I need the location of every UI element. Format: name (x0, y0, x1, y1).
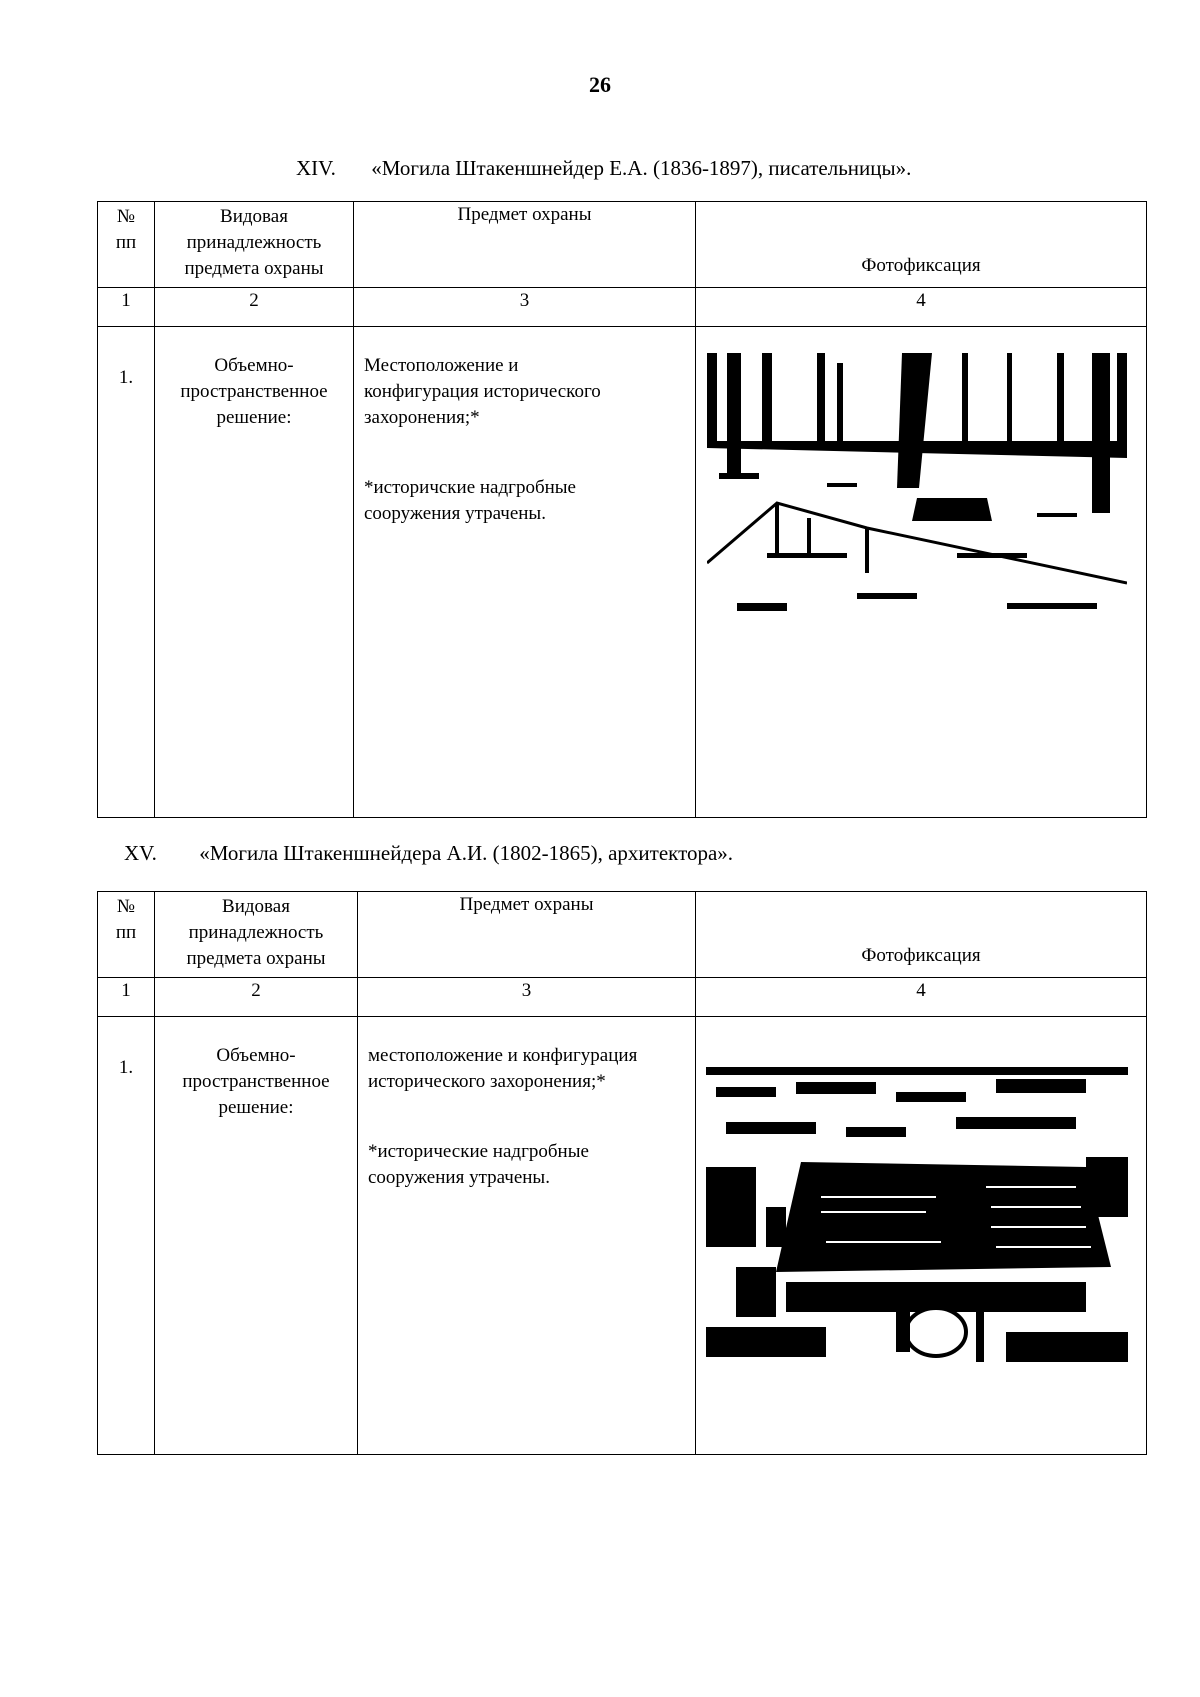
protection-table-xiv (97, 201, 1147, 818)
row-subject-note: *историчские надгробные сооружения утрачены. (364, 477, 576, 524)
row-subject (354, 327, 696, 818)
row-num: 1. (98, 327, 155, 818)
row-subject (358, 1017, 696, 1455)
header-photo-label: Фотофиксация (861, 945, 981, 966)
table-header-row (98, 202, 1147, 288)
row-type (155, 327, 354, 818)
header-num-label: № пп (115, 896, 137, 943)
header-type (155, 202, 354, 288)
header-type-label: Видовая принадлежность предмета охраны (186, 896, 326, 969)
table-header-row (98, 892, 1147, 978)
column-number: 3 (354, 288, 696, 327)
section-title-xv (124, 841, 733, 866)
section-title-text: «Могила Штакеншнейдера А.И. (1802-1865), архитектора». (199, 841, 734, 865)
grave-photo-xiv (707, 353, 1127, 641)
header-subject-label: Предмет охраны (457, 204, 592, 225)
column-number: 4 (696, 288, 1147, 327)
header-type-label: Видовая принадлежность предмета охраны (184, 206, 324, 279)
column-number-row (98, 288, 1147, 327)
column-number: 3 (358, 978, 696, 1017)
grave-photo-xv (706, 1067, 1128, 1377)
section-roman-numeral: XV. (124, 841, 157, 865)
row-type-text: Объемно- пространственное решение: (180, 355, 328, 428)
row-num: 1. (98, 1017, 155, 1455)
header-subject-label: Предмет охраны (459, 894, 594, 915)
header-num (98, 202, 155, 288)
row-subject-note: *исторические надгробные сооружения утрачены. (368, 1141, 589, 1188)
header-num-label: № пп (115, 206, 137, 253)
row-subject-text: Местоположение и конфигурация исторического захоронения;* (364, 355, 601, 428)
header-type (155, 892, 358, 978)
table-row (98, 327, 1147, 818)
column-number: 2 (155, 288, 354, 327)
row-type-text: Объемно- пространственное решение: (182, 1045, 330, 1118)
row-type (155, 1017, 358, 1455)
protection-table-xv (97, 891, 1147, 1455)
column-number-row (98, 978, 1147, 1017)
column-number: 1 (98, 978, 155, 1017)
page-number: 26 (589, 72, 611, 97)
table-row (98, 1017, 1147, 1455)
row-photo (696, 1017, 1147, 1455)
section-title-text: «Могила Штакеншнейдер Е.А. (1836-1897), писательницы». (371, 156, 912, 180)
header-subject (358, 892, 696, 978)
section-roman-numeral: XIV. (296, 156, 336, 180)
header-photo (696, 892, 1147, 978)
row-subject-text: местоположение и конфигурация исторического захоронения;* (368, 1045, 638, 1092)
row-photo (696, 327, 1147, 818)
column-number: 2 (155, 978, 358, 1017)
column-number: 1 (98, 288, 155, 327)
header-num (98, 892, 155, 978)
header-subject (354, 202, 696, 288)
header-photo-label: Фотофиксация (861, 255, 981, 276)
header-photo (696, 202, 1147, 288)
section-title-xiv (296, 156, 911, 181)
column-number: 4 (696, 978, 1147, 1017)
